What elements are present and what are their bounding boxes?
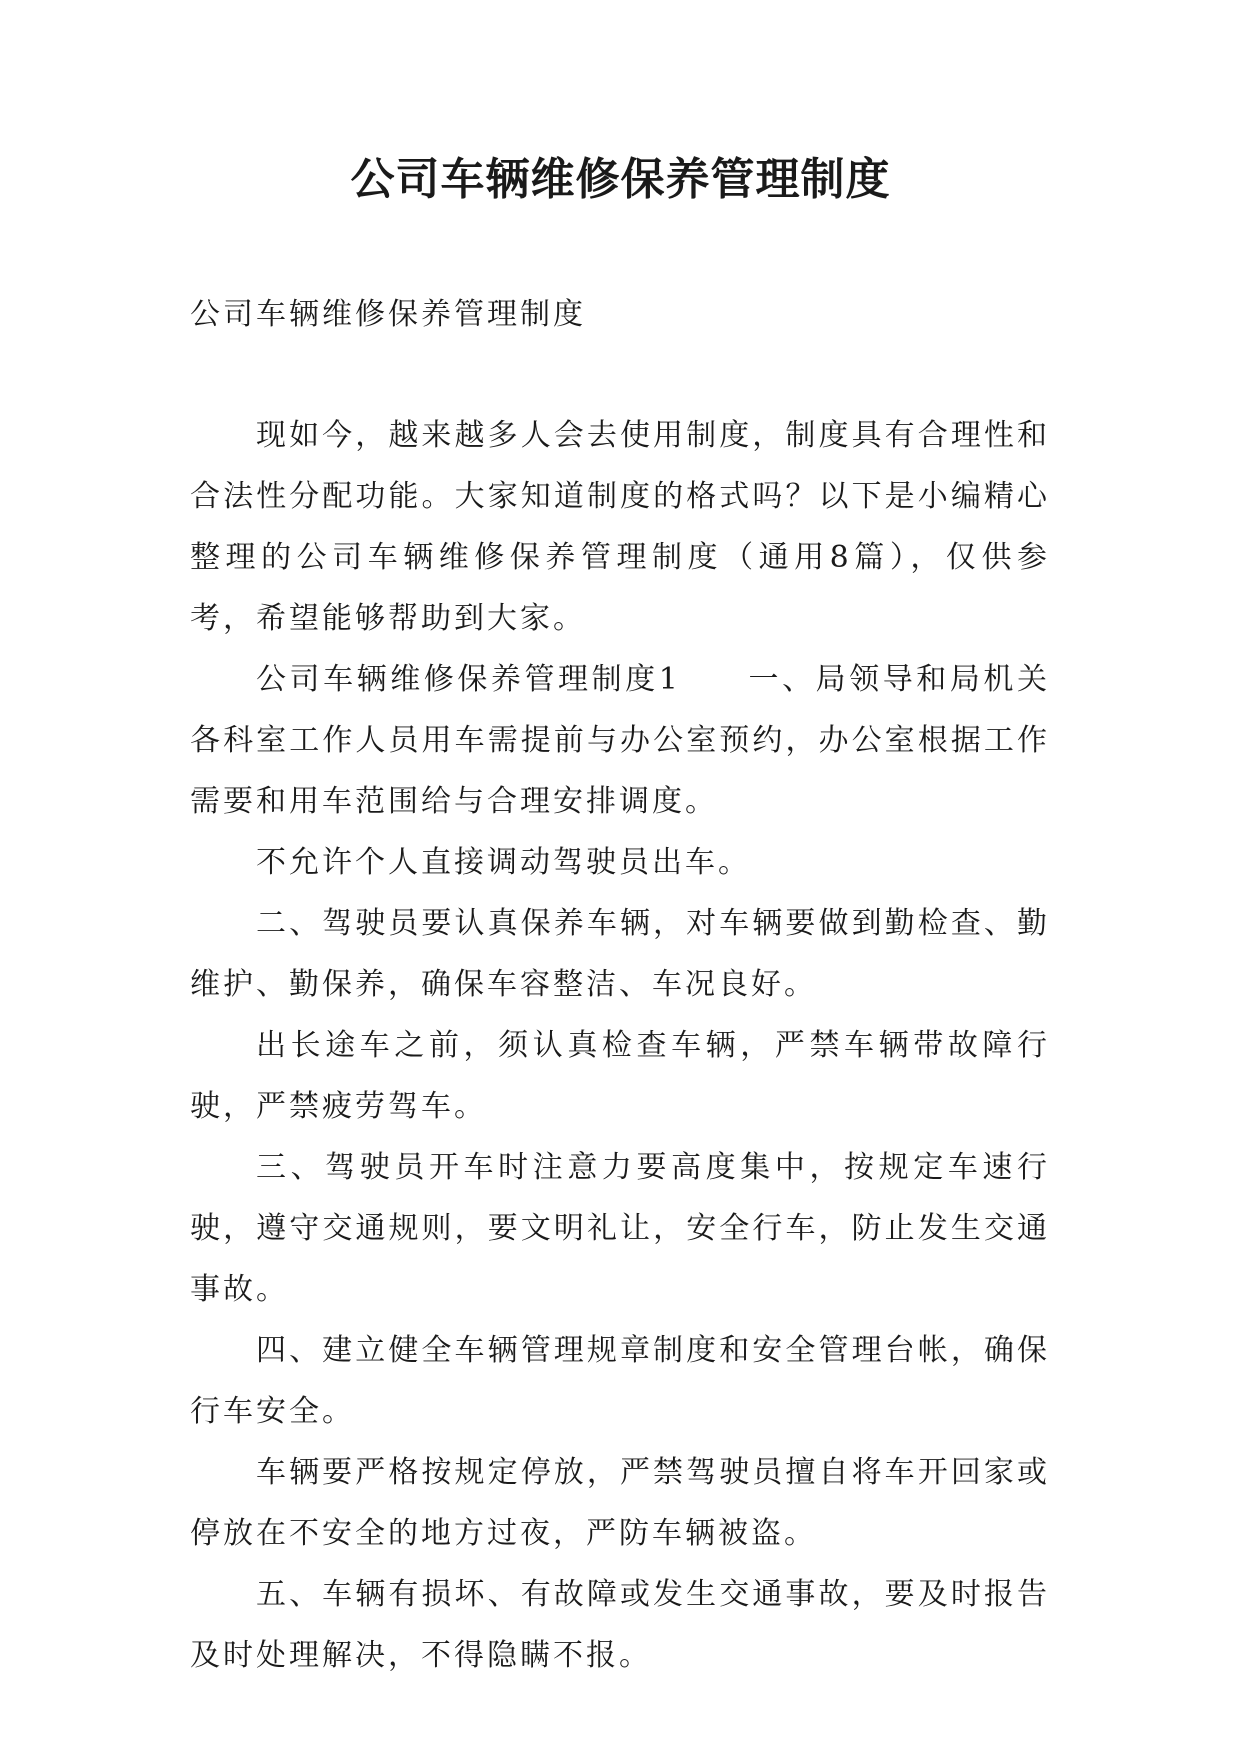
paragraph: 车辆要严格按规定停放，严禁驾驶员擅自将车开回家或停放在不安全的地方过夜，严防车辆被盗。 [190,1455,1050,1551]
paragraph-section-3: 三、驾驶员开车时注意力要高度集中，按规定车速行驶，遵守交通规则，要文明礼让，安全行车，防止发生交通事故。 [190,1150,1050,1307]
paragraph: 不允许个人直接调动驾驶员出车。 [256,845,751,880]
paragraph-section-5: 五、车辆有损坏、有故障或发生交通事故，要及时报告及时处理解决，不得隐瞒不报。 [190,1577,1050,1673]
document-body [190,405,1050,1686]
paragraph-intro: 现如今，越来越多人会去使用制度，制度具有合理性和合法性分配功能。大家知道制度的格式吗？以下是小编精心整理的公司车辆维修保养管理制度（通用8篇），仅供参考，希望能够帮助到大家。 [190,418,1050,636]
paragraph: 出长途车之前，须认真检查车辆，严禁车辆带故障行驶，严禁疲劳驾车。 [190,1028,1050,1124]
paragraph-section-1: 公司车辆维修保养管理制度1 一、局领导和局机关各科室工作人员用车需提前与办公室预约，办公室根据工作需要和用车范围给与合理安排调度。 [190,662,1050,819]
document-subtitle: 公司车辆维修保养管理制度 [190,297,586,332]
paragraph-section-4: 四、建立健全车辆管理规章制度和安全管理台帐，确保行车安全。 [190,1333,1050,1429]
paragraph-section-2: 二、驾驶员要认真保养车辆，对车辆要做到勤检查、勤维护、勤保养，确保车容整洁、车况良好。 [190,906,1050,1002]
document-title: 公司车辆维修保养管理制度 [350,154,891,205]
